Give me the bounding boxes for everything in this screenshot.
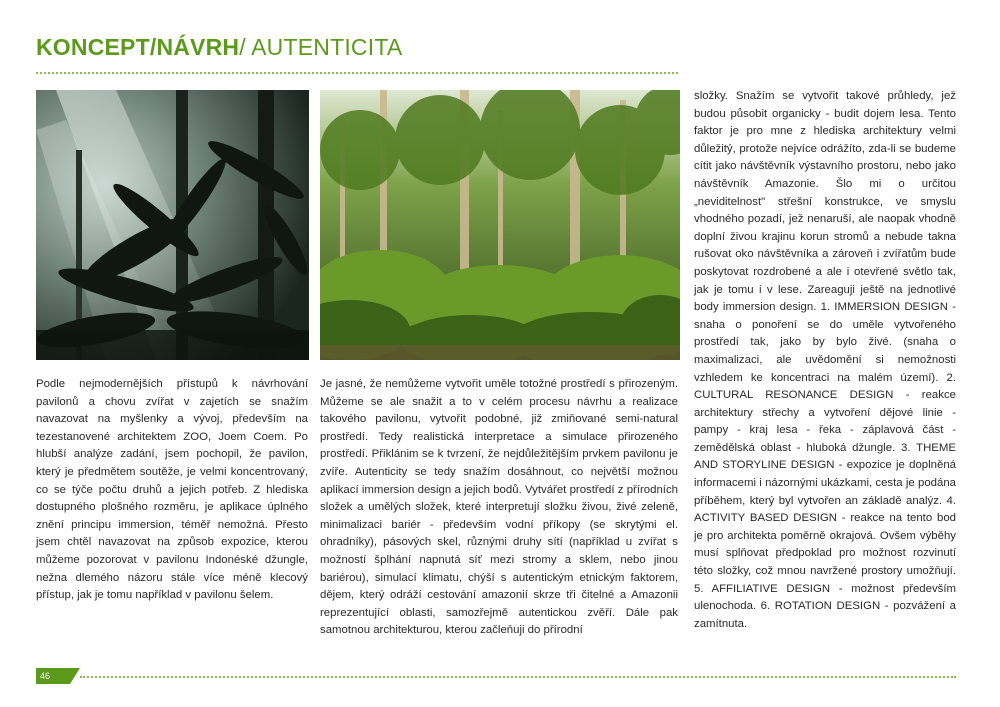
misty-rainforest-photo xyxy=(36,90,309,360)
header-divider xyxy=(36,72,678,74)
title-main: KONCEPT/NÁVRH xyxy=(36,34,240,60)
green-jungle-photo xyxy=(320,90,680,360)
page-number: 46 xyxy=(36,668,70,684)
title-sub: / AUTENTICITA xyxy=(239,34,403,60)
page-title xyxy=(36,34,402,61)
footer-divider xyxy=(80,676,956,678)
text-column-3: složky. Snažím se vytvořit takové průhledy, jež budou působit organicky - budit dojem lesa. Tento faktor je pro mne z hlediska architektury velmi důležitý, protože nejvíce odrážíto, zda-li se budeme cítit jako návštěvník výstavního prostoru, nebo jako návštěvník Amazonie. Šlo mi o určitou „neviditelnost" střešní konstrukce, ve smyslu vhodného pozadí, jež nenaruší, ale naopak vhodně doplní živou krajinu korun stromů a nebude takna rušovat oko návštěvníka a zároveň i zvířatům bude poskytovat rozdrobené a ale i otevřené světlo tak, jak je tomu i v lese. Zareaguji ještě na jednotlivé body immersion design. 1. IMMERSION DESIGN - snaha o ponoření se do uměle vytvořeného prostředí tak, jako by bylo živé. (snaha o maximalizaci, ale uvědomění si nemožnosti vzhledem ke koncentraci na malém území). 2. CULTURAL RESONANCE DESIGN - reakce architektury střechy a vytvoření dějové linie - pampy - kraj lesa - řeka - záplavová část - zemědělská oblast - hluboká džungle. 3. THEME AND STORYLINE DESIGN - expozice je doplněná informacemi i názornými ukázkami, cesta je podána příběhem, který byl vytvořen an základě analýz. 4. ACTIVITY BASED DESIGN - reakce na tento bod je pro architekta poměrně okrajová. Ovšem výběhy musí splňovat předpoklad pro možnost rozvinutí této složky, což mnou navržené prostory umožňují. 5. AFFILIATIVE DESIGN - možnost především ulenochoda. 6. ROTATION DESIGN - pozvážení a zamítnuta. xyxy=(694,90,956,630)
text-column-1: Podle nejmodernějších přístupů k návrhování pavilonů a chovu zvířat v zajetích se snažím navazovat na myšlenky a vývoj, především na tezestanovené architektem ZOO, Joem Coem. Po hlubší analýze zadání, jsem pochopil, že pavilon, který je předmětem soutěže, je velmi koncentrovaný, co se týče počtu druhů a jejich potřeb. Z hlediska dostupného plošného rozměru, je aplikace úplného znění principu immersion, téměř nemožná. Přesto jsem chtěl navazovat na způsob expozice, kterou můžeme pozorovat v pavilonu Indonéské džungle, nežna dlemého názoru stále více méně klecový přístup, jak je tomu například v pavilonu šelem. xyxy=(36,378,308,602)
text-column-2: Je jasné, že nemůžeme vytvořit uměle totožné prostředí s přirozeným. Můžeme se ale snažit a to v celém procesu návrhu a realizace takového pavilonu, vytvořit podobné, již zmiňované semi-natural prostředí. Tedy realistická interpretace a simulace přirozeného prostředí. Přiklánim se k tvrzení, že nejdůležitějším prvkem pavilonu je zvíře. Autenticity se tedy snažím dosáhnout, co největší možnou aplikací immersion design a jejich bodů. Vytvářet prostředí z přírodních složek a umělých složek, které interpretují složku živou, živé zeleně, minimalizaci bariér - především vodní příkopy (se skrytými el. ohradníky), pásových skel, různými druhy sítí (například u zvířat s možností šplhání napnutá síť mezi stromy a sklem, nebo jinou bariérou), simulací klimatu, chýší s autentickým etnickým faktorem, dějem, který odráží cestování amazonií skrze tři čitelné a Amazonii reprezentující oblasti, samozřejmě autentickou zvěří. Dále pak samotnou architekturou, kterou začleňuji do přírodní xyxy=(320,378,678,637)
